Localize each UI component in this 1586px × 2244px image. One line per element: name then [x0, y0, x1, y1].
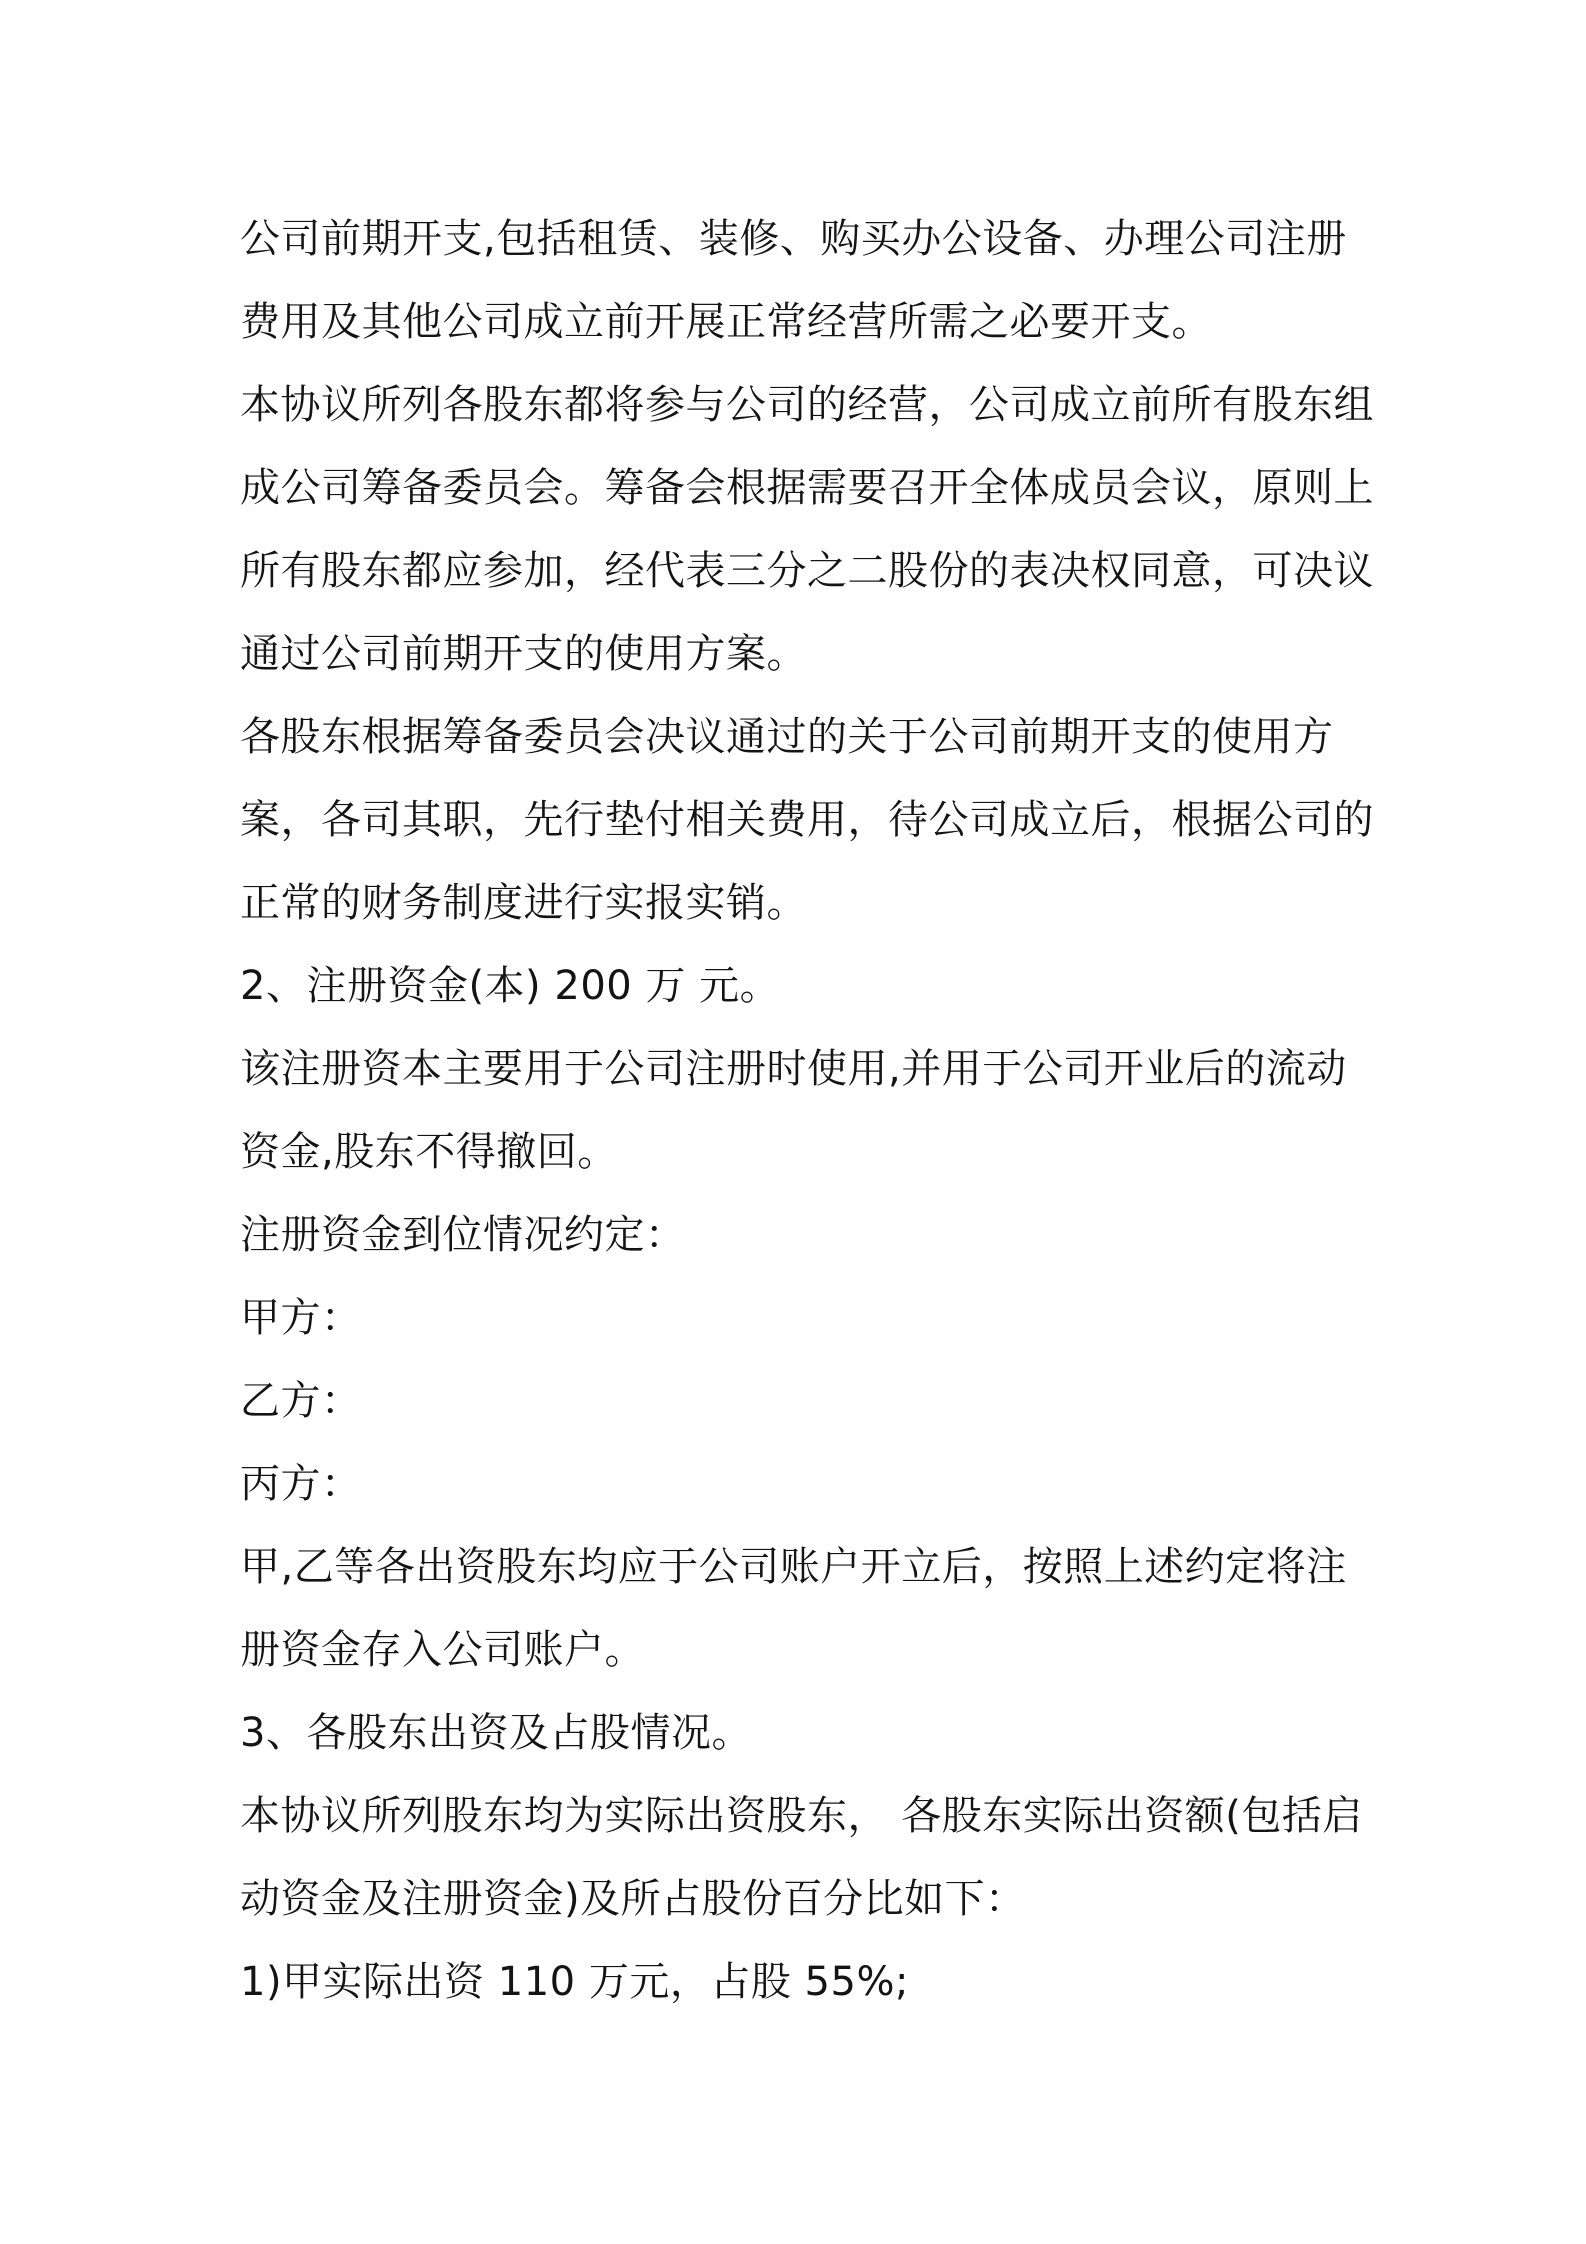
text-line-4: 成公司筹备委员会。筹备会根据需要召开全体成员会议，原则上: [240, 465, 1374, 511]
section-heading-shareholding: 3、各股东出资及占股情况。: [240, 1710, 752, 1756]
party-a-label: 甲方：: [240, 1295, 362, 1341]
text-line-7: 各股东根据筹备委员会决议通过的关于公司前期开支的使用方: [240, 714, 1334, 760]
party-c-label: 丙方：: [240, 1461, 362, 1507]
text-line-1: 公司前期开支,包括租赁、装修、购买办公设备、办理公司注册: [240, 216, 1347, 262]
text-line-18: 册资金存入公司账户。: [240, 1627, 645, 1673]
document-body: [240, 198, 1374, 2024]
text-line-12: 资金,股东不得撤回。: [240, 1129, 618, 1175]
text-line-2: 费用及其他公司成立前开展正常经营所需之必要开支。: [240, 299, 1212, 345]
text-line-17: 甲,乙等各出资股东均应于公司账户开立后，按照上述约定将注: [240, 1544, 1347, 1590]
party-b-label: 乙方：: [240, 1378, 362, 1424]
text-line-13: 注册资金到位情况约定：: [240, 1212, 686, 1258]
text-line-5: 所有股东都应参加，经代表三分之二股份的表决权同意，可决议: [240, 548, 1374, 594]
text-line-20: 本协议所列股东均为实际出资股东， 各股东实际出资额(包括启: [240, 1793, 1363, 1839]
text-line-8: 案，各司其职，先行垫付相关费用，待公司成立后，根据公司的: [240, 797, 1374, 843]
section-heading-registered-capital: 2、注册资金(本) 200 万 元。: [240, 963, 781, 1009]
text-line-22: 1)甲实际出资 110 万元，占股 55%;: [240, 1959, 909, 2005]
text-line-3: 本协议所列各股东都将参与公司的经营，公司成立前所有股东组: [240, 382, 1374, 428]
text-line-6: 通过公司前期开支的使用方案。: [240, 631, 807, 677]
text-line-11: 该注册资本主要用于公司注册时使用,并用于公司开业后的流动: [240, 1046, 1347, 1092]
text-line-9: 正常的财务制度进行实报实销。: [240, 880, 807, 926]
text-line-21: 动资金及注册资金)及所占股份百分比如下：: [240, 1876, 1026, 1922]
